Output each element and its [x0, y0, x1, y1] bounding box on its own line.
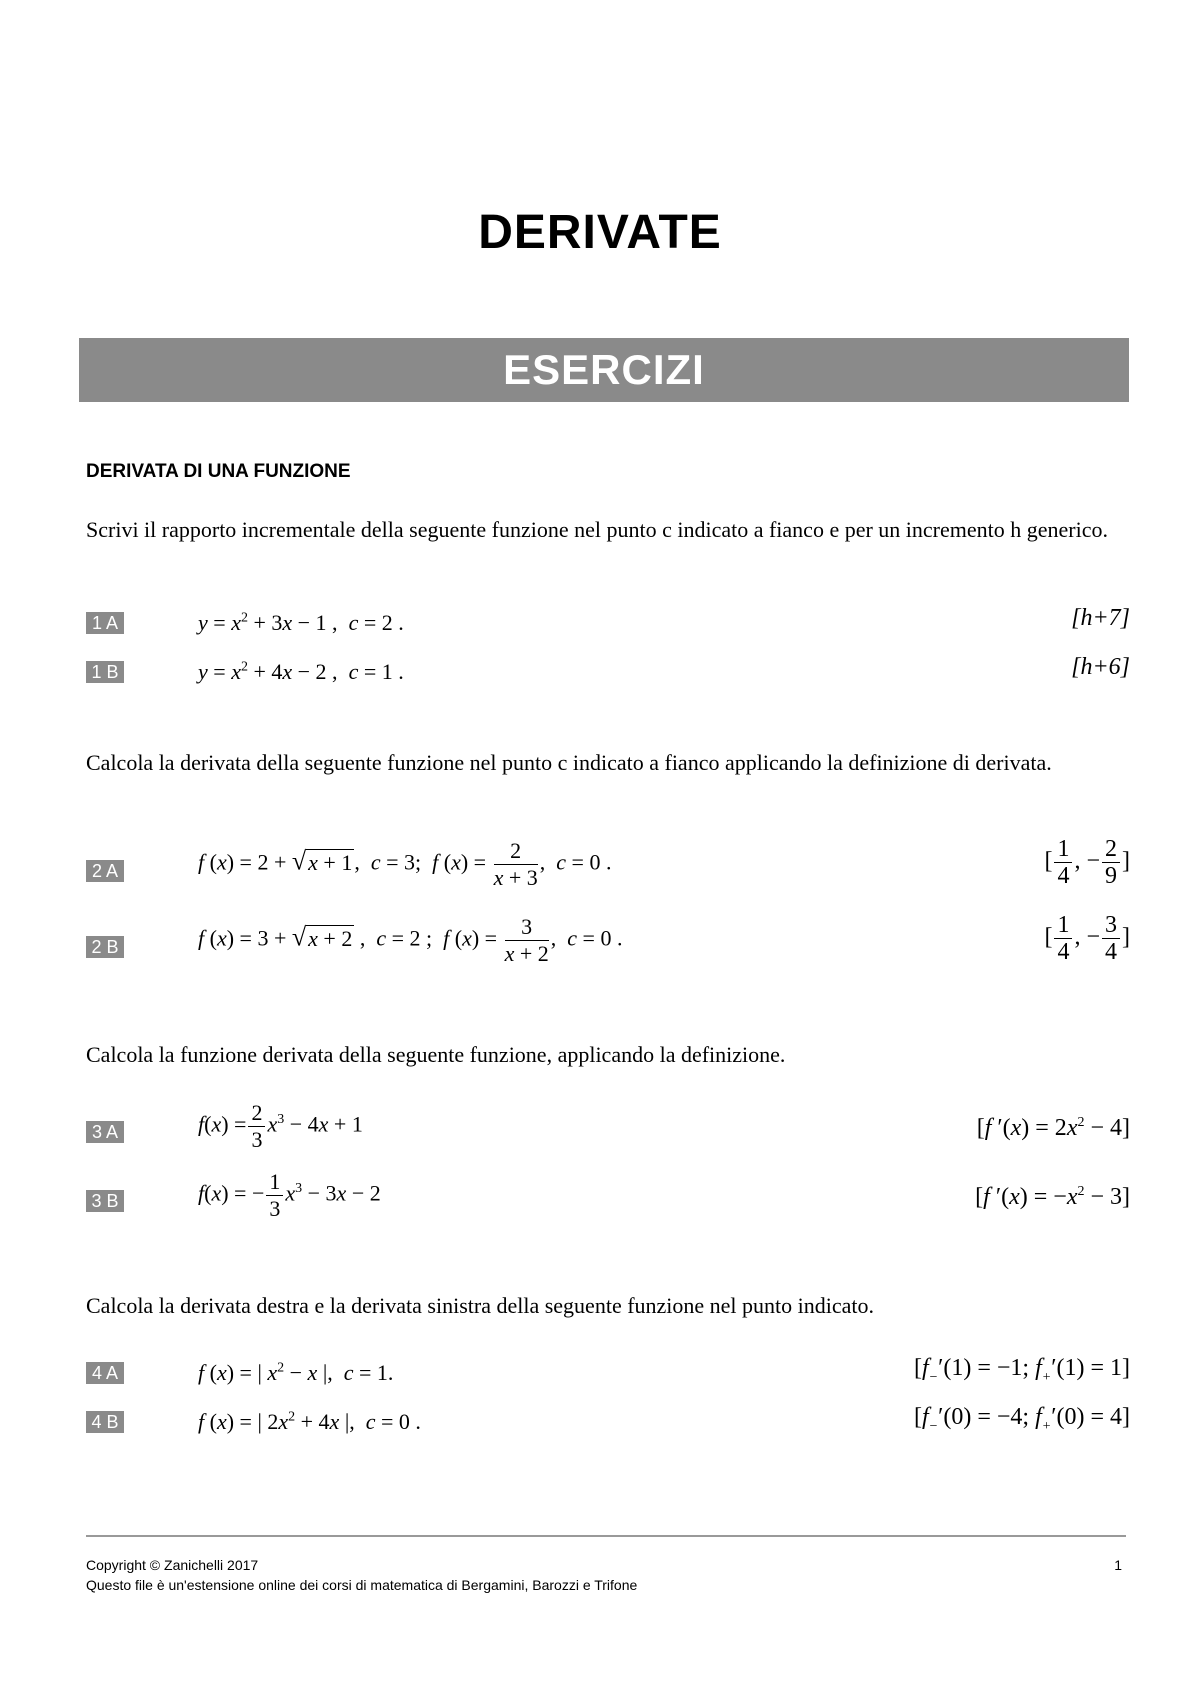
exercise-label-2a: 2 A [86, 860, 124, 882]
fraction: $\frac{1}{4}$ [1054, 836, 1072, 889]
footer-copyright: Copyright © Zanichelli 2017 [86, 1557, 259, 1573]
instruction-3: Calcola la funzione derivata della seguente funzione, applicando la definizione. [86, 1042, 786, 1067]
fraction: $\frac{3}{x + 2}$ [504, 914, 549, 966]
instruction-1: Scrivi il rapporto incrementale della seguente funzione nel punto c indicato a fianco e per un incremento h generico. [86, 517, 1108, 542]
exercise-answer-1b: [h+6] [1071, 654, 1130, 680]
exercise-expression-3b: f(x) = − $\frac{1}{3}$ $x^3 - 3x - 2$ [198, 1169, 381, 1221]
sqrt-icon: √ [291, 922, 307, 952]
exercise-expression-2a: f (x) = 2 + √x + 1, c = 3; f (x) = $\frac{2}{x + 3}$ , c = 0 . [198, 838, 612, 890]
fraction: $\frac{2}{9}$ [1102, 836, 1120, 889]
page-number: 1 [1114, 1557, 1122, 1573]
exercise-expression-4a: f (x) = | $x^2 - x$ |, c = 1. [198, 1360, 394, 1385]
exercise-expression-1b: $y = x^2 + 4x - 2$ , c = 1 . [198, 659, 404, 684]
fraction: $\frac{2}{x + 3}$ [493, 838, 538, 890]
exercise-answer-1a: [h+7] [1071, 605, 1130, 631]
sqrt-icon: √ [291, 846, 307, 876]
exercise-label-3b: 3 B [86, 1190, 124, 1212]
fraction: $\frac{1}{4}$ [1054, 912, 1072, 965]
fraction: $\frac{3}{4}$ [1102, 912, 1120, 965]
section-banner [79, 338, 1129, 402]
exercise-answer-4b: [$f_-'(0) = -4$; $f_+'(0) = 4$] [914, 1404, 1130, 1434]
fraction: $\frac{1}{3}$ [266, 1169, 283, 1222]
banner-text: ESERCIZI [503, 346, 705, 393]
instruction-4: Calcola la derivata destra e la derivata sinistra della seguente funzione nel punto indicato. [86, 1293, 875, 1318]
exercise-answer-3a: [f $'(x) = 2x^2 - 4$] [976, 1115, 1130, 1141]
exercise-expression-2b: f (x) = 3 + √x + 2 , c = 2 ; f (x) = $\frac{3}{x + 2}$ , c = 0 . [198, 914, 623, 966]
exercise-label-4a: 4 A [86, 1362, 124, 1384]
exercise-answer-2a: [ $\frac{1}{4}$ , − $\frac{2}{9}$ ] [1044, 836, 1130, 889]
exercise-label-1b: 1 B [86, 661, 124, 683]
footer-divider [86, 1535, 1126, 1537]
page-title: DERIVATE [478, 206, 722, 259]
exercise-label-1a: 1 A [86, 612, 124, 634]
exercise-answer-4a: [$f_-'(1) = -1$; $f_+'(1) = 1$] [914, 1355, 1130, 1385]
exercise-expression-3a: f(x) = $\frac{2}{3}$ $x^3 - 4x + 1$ [198, 1100, 363, 1152]
instruction-2: Calcola la derivata della seguente funzione nel punto c indicato a fianco applicando la definizione di derivata. [86, 750, 1052, 775]
footer-note: Questo file è un'estensione online dei corsi di matematica di Bergamini, Barozzi e Trifone [86, 1577, 638, 1593]
exercise-expression-4b: f (x) = | $2x^2 + 4x$ |, c = 0 . [198, 1409, 421, 1434]
exercise-answer-2b: [ $\frac{1}{4}$ , − $\frac{3}{4}$ ] [1044, 912, 1130, 965]
fraction: $\frac{2}{3}$ [248, 1100, 265, 1153]
exercise-label-2b: 2 B [86, 936, 124, 958]
exercise-label-4b: 4 B [86, 1411, 124, 1433]
exercise-answer-3b: [f $'(x) = -x^2 - 3$] [975, 1184, 1130, 1210]
exercise-expression-1a: $y = x^2 + 3x - 1$ , c = 2 . [198, 610, 404, 635]
exercise-label-3a: 3 A [86, 1121, 124, 1143]
section-heading: DERIVATA DI UNA FUNZIONE [86, 461, 351, 482]
